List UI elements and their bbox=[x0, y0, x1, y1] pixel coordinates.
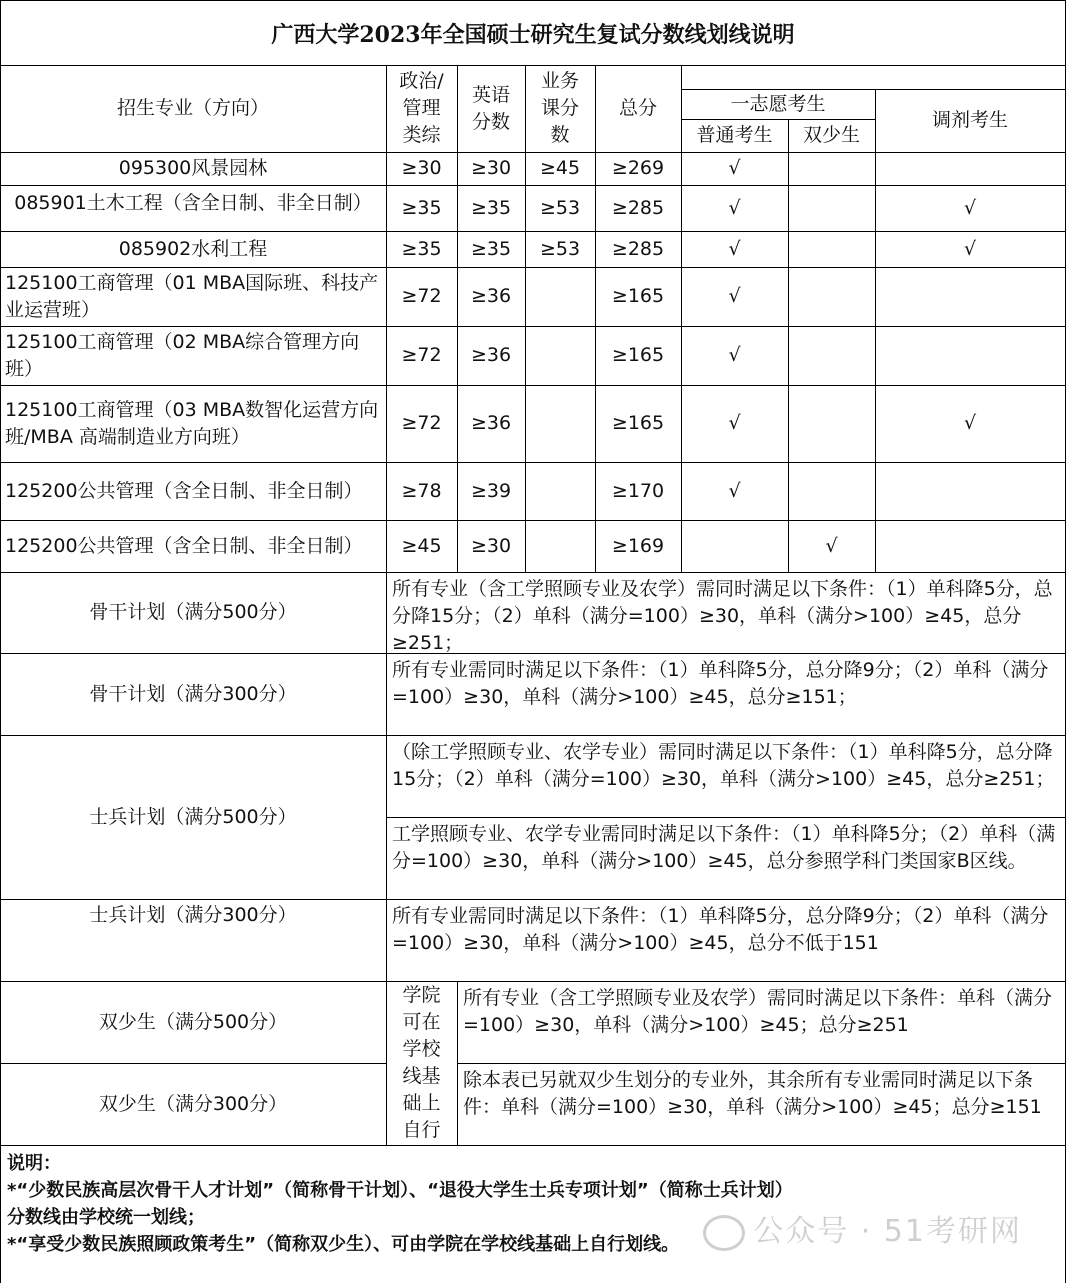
row8-minority: √ bbox=[788, 520, 876, 573]
row2-politics: ≥35 bbox=[386, 185, 458, 232]
notes-label: 说明： bbox=[7, 1153, 61, 1174]
row6-minority bbox=[788, 385, 876, 463]
row3-politics: ≥35 bbox=[386, 231, 458, 268]
header-politics: 政治/管理类综 bbox=[386, 65, 458, 153]
notes-line-2: 分数线由学校统一划线； bbox=[7, 1207, 205, 1228]
shuang500-text: 所有专业（含工学照顾专业及农学）需同时满足以下条件：单科（满分=100）≥30，单科（满分>100）≥45；总分≥251 bbox=[457, 981, 1066, 1064]
row1-politics: ≥30 bbox=[386, 152, 458, 186]
row4-english: ≥36 bbox=[457, 267, 526, 327]
row4-regular: √ bbox=[681, 267, 789, 327]
row4-total: ≥165 bbox=[595, 267, 682, 327]
bing500-text-2: 工学照顾专业、农学专业需同时满足以下条件：（1）单科降5分；（2）单科（满分=100）≥30，单科（满分>100）≥45，总分参照学科门类国家B区线。 bbox=[386, 817, 1066, 900]
row4-minority bbox=[788, 267, 876, 327]
row8-business bbox=[525, 520, 596, 573]
row5-total: ≥165 bbox=[595, 326, 682, 386]
row1-adjust bbox=[875, 152, 1066, 186]
header-regular: 普通考生 bbox=[681, 119, 789, 153]
shuang300-text: 除本表已另就双少生划分的专业外，其余所有专业需同时满足以下条件：单科（满分=100）≥30，单科（满分>100）≥45；总分≥151 bbox=[457, 1063, 1066, 1146]
row2-english: ≥35 bbox=[457, 185, 526, 232]
row5-regular: √ bbox=[681, 326, 789, 386]
row8-politics: ≥45 bbox=[386, 520, 458, 573]
row3-total: ≥285 bbox=[595, 231, 682, 268]
row8-major: 125200公共管理（含全日制、非全日制） bbox=[0, 520, 387, 573]
row4-adjust bbox=[875, 267, 1066, 327]
row2-regular: √ bbox=[681, 185, 789, 232]
row7-minority bbox=[788, 462, 876, 521]
row7-total: ≥170 bbox=[595, 462, 682, 521]
row1-business: ≥45 bbox=[525, 152, 596, 186]
row5-business bbox=[525, 326, 596, 386]
bing300-text: 所有专业需同时满足以下条件：（1）单科降5分，总分降9分；（2）单科（满分=100）≥30，单科（满分>100）≥45，总分不低于151 bbox=[386, 899, 1066, 982]
row3-minority bbox=[788, 231, 876, 268]
gugan500-text: 所有专业（含工学照顾专业及农学）需同时满足以下条件：（1）单科降5分，总分降15分；（2）单科（满分=100）≥30，单科（满分>100）≥45，总分≥251； bbox=[386, 572, 1066, 654]
header-major: 招生专业（方向） bbox=[0, 65, 387, 153]
row1-major: 095300风景园林 bbox=[0, 152, 387, 186]
row7-english: ≥39 bbox=[457, 462, 526, 521]
row8-english: ≥30 bbox=[457, 520, 526, 573]
row6-regular: √ bbox=[681, 385, 789, 463]
row7-adjust bbox=[875, 462, 1066, 521]
bing300-label: 士兵计划（满分300分） bbox=[0, 899, 387, 982]
row1-total: ≥269 bbox=[595, 152, 682, 186]
row4-business bbox=[525, 267, 596, 327]
shuang300-label: 双少生（满分300分） bbox=[0, 1063, 387, 1146]
row3-regular: √ bbox=[681, 231, 789, 268]
bing500-text-1: （除工学照顾专业、农学专业）需同时满足以下条件：（1）单科降5分，总分降15分；（2）单科（满分=100）≥30，单科（满分>100）≥45，总分≥251； bbox=[386, 735, 1066, 818]
header-business: 业务课分数 bbox=[525, 65, 596, 153]
header-first-choice: 一志愿考生 bbox=[681, 89, 876, 120]
row4-major: 125100工商管理（01 MBA国际班、科技产业运营班） bbox=[0, 267, 387, 327]
header-adjust: 调剂考生 bbox=[875, 89, 1066, 153]
notes-line-1: *“少数民族高层次骨干人才计划”（简称骨干计划）、“退役大学生士兵专项计划”（简称士兵计划） bbox=[7, 1180, 793, 1201]
row5-minority bbox=[788, 326, 876, 386]
row7-business bbox=[525, 462, 596, 521]
row3-major: 085902水利工程 bbox=[0, 231, 387, 268]
row3-business: ≥53 bbox=[525, 231, 596, 268]
bing500-label: 士兵计划（满分500分） bbox=[0, 735, 387, 900]
row3-adjust: √ bbox=[875, 231, 1066, 268]
row2-total: ≥285 bbox=[595, 185, 682, 232]
row7-regular: √ bbox=[681, 462, 789, 521]
notes-line-3: *“享受少数民族照顾政策考生”（简称双少生）、可由学院在学校线基础上自行划线。 bbox=[7, 1234, 680, 1255]
header-total: 总分 bbox=[595, 65, 682, 153]
row6-adjust: √ bbox=[875, 385, 1066, 463]
watermark bbox=[703, 1206, 1022, 1251]
watermark-text: 公众号 · 51考研网 bbox=[753, 1214, 1022, 1249]
row6-politics: ≥72 bbox=[386, 385, 458, 463]
gugan500-label: 骨干计划（满分500分） bbox=[0, 572, 387, 654]
page-title: 广西大学2023年全国硕士研究生复试分数线划线说明 bbox=[0, 0, 1066, 66]
row6-english: ≥36 bbox=[457, 385, 526, 463]
row7-politics: ≥78 bbox=[386, 462, 458, 521]
row8-adjust bbox=[875, 520, 1066, 573]
gugan300-text: 所有专业需同时满足以下条件：（1）单科降5分，总分降9分；（2）单科（满分=100）≥30，单科（满分>100）≥45，总分≥151； bbox=[386, 653, 1066, 736]
row1-minority bbox=[788, 152, 876, 186]
row8-total: ≥169 bbox=[595, 520, 682, 573]
row5-major: 125100工商管理（02 MBA综合管理方向班） bbox=[0, 326, 387, 386]
row1-regular: √ bbox=[681, 152, 789, 186]
header-minority: 双少生 bbox=[788, 119, 876, 153]
row7-major: 125200公共管理（含全日制、非全日制） bbox=[0, 462, 387, 521]
row2-major: 085901土木工程（含全日制、非全日制） bbox=[0, 185, 387, 232]
row5-politics: ≥72 bbox=[386, 326, 458, 386]
header-blank bbox=[681, 65, 1066, 90]
row6-business bbox=[525, 385, 596, 463]
shuang500-label: 双少生（满分500分） bbox=[0, 981, 387, 1064]
row1-english: ≥30 bbox=[457, 152, 526, 186]
row6-major: 125100工商管理（03 MBA数智化运营方向班/MBA 高端制造业方向班） bbox=[0, 385, 387, 463]
row5-adjust bbox=[875, 326, 1066, 386]
row2-minority bbox=[788, 185, 876, 232]
school-note: 学院可在学校线基础上自行 bbox=[386, 981, 458, 1146]
gugan300-label: 骨干计划（满分300分） bbox=[0, 653, 387, 736]
row3-english: ≥35 bbox=[457, 231, 526, 268]
row2-business: ≥53 bbox=[525, 185, 596, 232]
row4-politics: ≥72 bbox=[386, 267, 458, 327]
wechat-icon bbox=[703, 1215, 745, 1251]
row2-adjust: √ bbox=[875, 185, 1066, 232]
row6-total: ≥165 bbox=[595, 385, 682, 463]
row8-regular bbox=[681, 520, 789, 573]
header-english: 英语分数 bbox=[457, 65, 526, 153]
row5-english: ≥36 bbox=[457, 326, 526, 386]
